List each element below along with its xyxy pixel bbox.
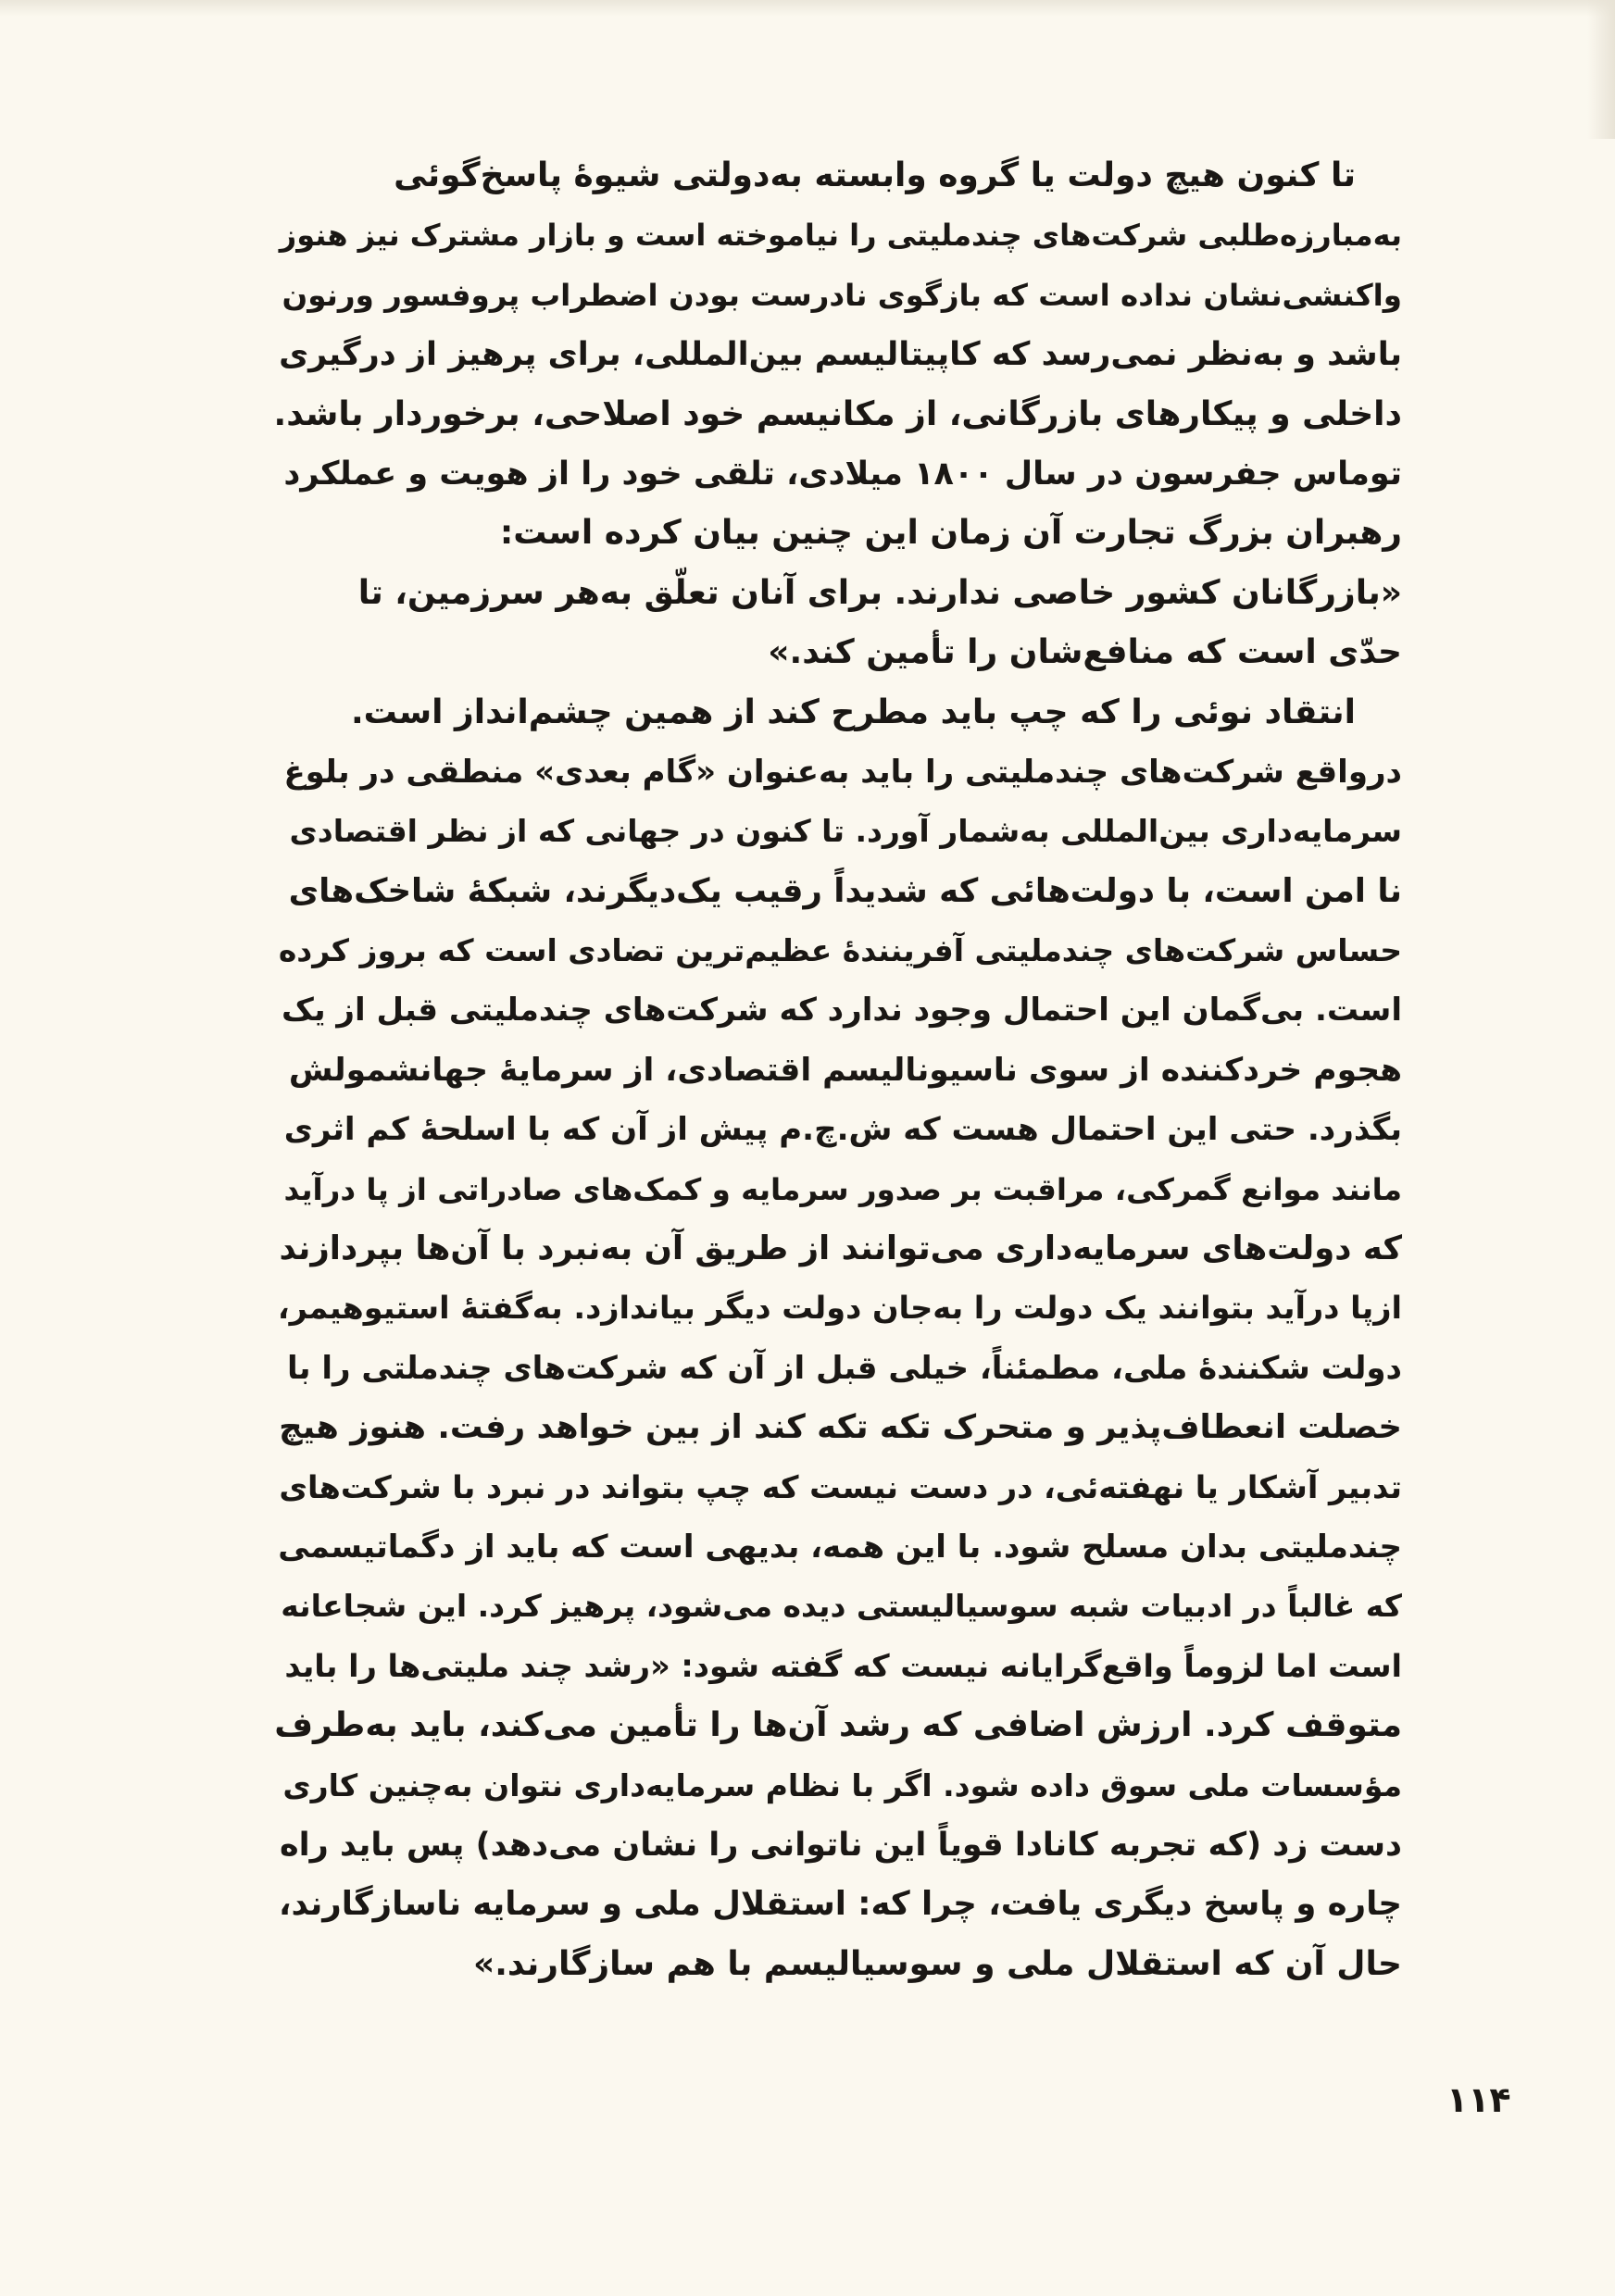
- text-line: بگذرد. حتی این احتمال هست که ش.چ.م پیش از آن که با اسلحهٔ کم اثری: [283, 1111, 1402, 1149]
- text-line: باشد و به‌نظر نمی‌رسد که کاپیتالیسم بین‌المللی، برای پرهیز از درگیری: [279, 336, 1402, 374]
- body-text: [274, 146, 1402, 1994]
- text-line: واکنشی‌نشان نداده است که بازگوی نادرست بودن اضطراب پروفسور ورنون: [282, 277, 1402, 313]
- text-line: تدبیر آشکار یا نهفته‌ئی، در دست نیست که چپ بتواند در نبرد با شرکت‌های: [279, 1468, 1402, 1505]
- text-line: چاره و پاسخ دیگری یافت، چرا که: استقلال ملی و سرمایه ناسازگارند،: [278, 1885, 1402, 1924]
- page-number: ۱۱۴: [1446, 2079, 1511, 2120]
- quote-line: «بازرگانان کشور خاصی ندارند. برای آنان تعلّق به‌هر سرزمین، تا: [357, 573, 1402, 612]
- text-line: حساس شرکت‌های چندملیتی آفرینندهٔ عظیم‌ترین تضادی است که بروز کرده: [278, 932, 1402, 969]
- text-line: توماس جفرسون در سال ۱۸۰۰ میلادی، تلقی خود را از هویت و عملکرد: [283, 455, 1402, 493]
- text-line: داخلی و پیکارهای بازرگانی، از مکانیسم خود اصلاحی، برخوردار باشد.: [273, 394, 1402, 433]
- text-line: حال آن که استقلال ملی و سوسیالیسم با هم سازگارند.»: [473, 1944, 1402, 1983]
- text-line: سرمایه‌داری بین‌المللی به‌شمار آورد. تا کنون در جهانی که از نظر اقتصادی: [289, 813, 1402, 850]
- text-line: مؤسسات ملی سوق داده شود. اگر با نظام سرمایه‌داری نتوان به‌چنین کاری: [282, 1766, 1402, 1803]
- text-line: ازپا درآید بتوانند یک دولت را به‌جان دولت دیگر بیاندازد. به‌گفتهٔ استیوهیمر،: [277, 1290, 1402, 1327]
- scan-edge-right: [1587, 0, 1615, 139]
- text-line: مانند موانع گمرکی، مراقبت بر صدور سرمایه و کمک‌های صادراتی از پا درآید: [283, 1171, 1402, 1207]
- text-line: است اما لزوماً واقع‌گرایانه نیست که گفته شود: «رشد چند ملیتی‌ها را باید: [284, 1647, 1402, 1684]
- text-line: متوقف کرد. ارزش اضافی که رشد آن‌ها را تأمین می‌کند، باید به‌طرف: [274, 1706, 1402, 1745]
- text-line: نا امن است، با دولت‌هائی که شدیداً رقیب یک‌دیگرند، شبکهٔ شاخک‌های: [288, 871, 1402, 910]
- text-line: دولت شکنندهٔ ملی، مطمئناً، خیلی قبل از آن که شرکت‌های چندملتی را با: [287, 1349, 1402, 1387]
- text-line: چندملیتی بدان مسلح شود. با این همه، بدیهی است که باید از دگماتیسمی: [278, 1528, 1402, 1566]
- text-line: به‌مبارزه‌طلبی شرکت‌های چندملیتی را نیاموخته است و بازار مشترک نیز هنوز: [279, 218, 1402, 254]
- text-line: هجوم خردکننده از سوی ناسیونالیسم اقتصادی، از سرمایهٔ جهانشمولش: [288, 1051, 1402, 1089]
- text-line: انتقاد نوئی را که چپ باید مطرح کند از همین چشم‌انداز است.: [350, 693, 1356, 731]
- text-line: دست زد (که تجربه کانادا قویاً این ناتوانی را نشان می‌دهد) پس باید راه: [280, 1826, 1402, 1864]
- text-line: که دولت‌های سرمایه‌داری می‌توانند از طریق آن به‌نبرد با آن‌ها بپردازند: [279, 1229, 1402, 1268]
- text-line: درواقع شرکت‌های چندملیتی را باید به‌عنوان «گام بعدی» منطقی در بلوغ: [283, 753, 1402, 791]
- text-line: است. بی‌گمان این احتمال وجود ندارد که شرکت‌های چندملیتی قبل از یک: [282, 992, 1402, 1029]
- quote-line: حدّی است که منافع‌شان را تأمین کند.»: [768, 633, 1402, 672]
- text-line: تا کنون هیچ دولت یا گروه وابسته به‌دولتی شیوهٔ پاسخ‌گوئی: [394, 156, 1356, 194]
- text-line: خصلت انعطاف‌پذیر و متحرک تکه تکه کند از بین خواهد رفت. هنوز هیچ: [279, 1408, 1402, 1447]
- text-line: رهبران بزرگ تجارت آن زمان این چنین بیان کرده است:: [499, 514, 1402, 553]
- scan-shadow-top: [0, 0, 1615, 17]
- text-line: که غالباً در ادبیات شبه سوسیالیستی دیده می‌شود، پرهیز کرد. این شجاعانه: [281, 1588, 1402, 1625]
